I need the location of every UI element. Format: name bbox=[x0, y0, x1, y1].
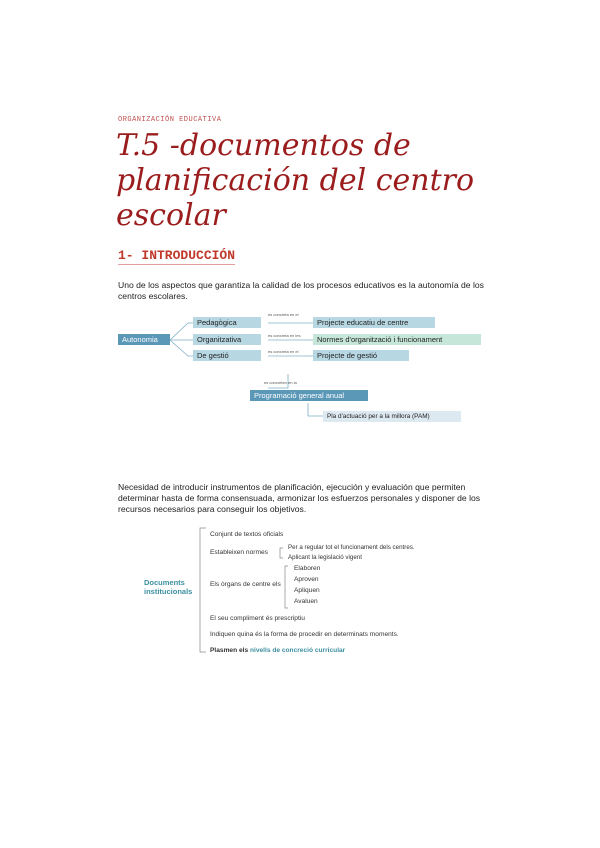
planning-paragraph: Necesidad de introducir instrumentos de planificación, ejecución y evaluación que permiten determinar hasta de forma consensuada, armonizar los esfuerzos personales y disponer de los recursos necesarios para conseguir los objetivos. bbox=[118, 482, 481, 514]
autonomy-diagram bbox=[118, 308, 468, 430]
pam-box: Pla d'actuació per a la millora (PAM) bbox=[323, 411, 461, 422]
branch-gestio: De gestió bbox=[193, 350, 261, 361]
item-organs: Els òrgans de centre els bbox=[210, 581, 281, 588]
item-compliment: El seu compliment és prescriptiu bbox=[210, 615, 305, 622]
page-title: T.5 -documentos de planificación del centro escolar bbox=[116, 128, 475, 233]
item-plasmen bbox=[210, 646, 345, 655]
connector-label-1: es concreta en el bbox=[268, 312, 299, 317]
documents-institucionals-diagram bbox=[140, 524, 470, 656]
bottom-connector-label: es concreten en la bbox=[264, 380, 297, 385]
connector-label-2: es concreta en les bbox=[268, 333, 301, 338]
branch-organitzativa: Organitzativa bbox=[193, 334, 261, 345]
connector-label-3: es concreta en el bbox=[268, 349, 299, 354]
verb-elaboren: Elaboren bbox=[294, 565, 321, 572]
verb-avaluen: Avaluen bbox=[294, 598, 318, 605]
item-indiquen: Indiquen quina és la forma de procedir en determinats moments. bbox=[210, 631, 399, 638]
sub-normes-1: Per a regular tot el funcionament dels centres. bbox=[288, 544, 415, 551]
item-textos: Conjunt de textos oficials bbox=[210, 531, 284, 538]
sub-normes-2: Aplicant la legislació vigent bbox=[288, 554, 362, 561]
intro-paragraph: Uno de los aspectos que garantiza la calidad de los procesos educativos es la autonomía de los centros escolares. bbox=[118, 280, 484, 301]
root-autonomia: Autonomia bbox=[118, 334, 170, 345]
verb-apliquen: Apliquen bbox=[294, 587, 320, 594]
root-documents-institucionals: Documents institucionals bbox=[144, 578, 193, 596]
branch-pedagogica: Pedagògica bbox=[193, 317, 261, 328]
plasmen-prefix: Plasmen els bbox=[210, 647, 249, 654]
item-estableixen: Estableixen normes bbox=[210, 549, 268, 556]
target-projecte-gestio: Projecte de gestió bbox=[313, 350, 409, 361]
plasmen-highlight: nivells de concreció curricular bbox=[249, 647, 346, 654]
target-projecte-educatiu: Projecte educatiu de centre bbox=[313, 317, 435, 328]
target-normes: Normes d'organització i funcionament bbox=[313, 334, 481, 345]
pga-box: Programació general anual bbox=[250, 390, 368, 401]
section-label: ORGANIZACIÓN EDUCATIVA bbox=[118, 116, 222, 124]
verb-aproven: Aproven bbox=[294, 576, 319, 583]
section-heading: 1- INTRODUCCIÓN bbox=[118, 248, 236, 263]
